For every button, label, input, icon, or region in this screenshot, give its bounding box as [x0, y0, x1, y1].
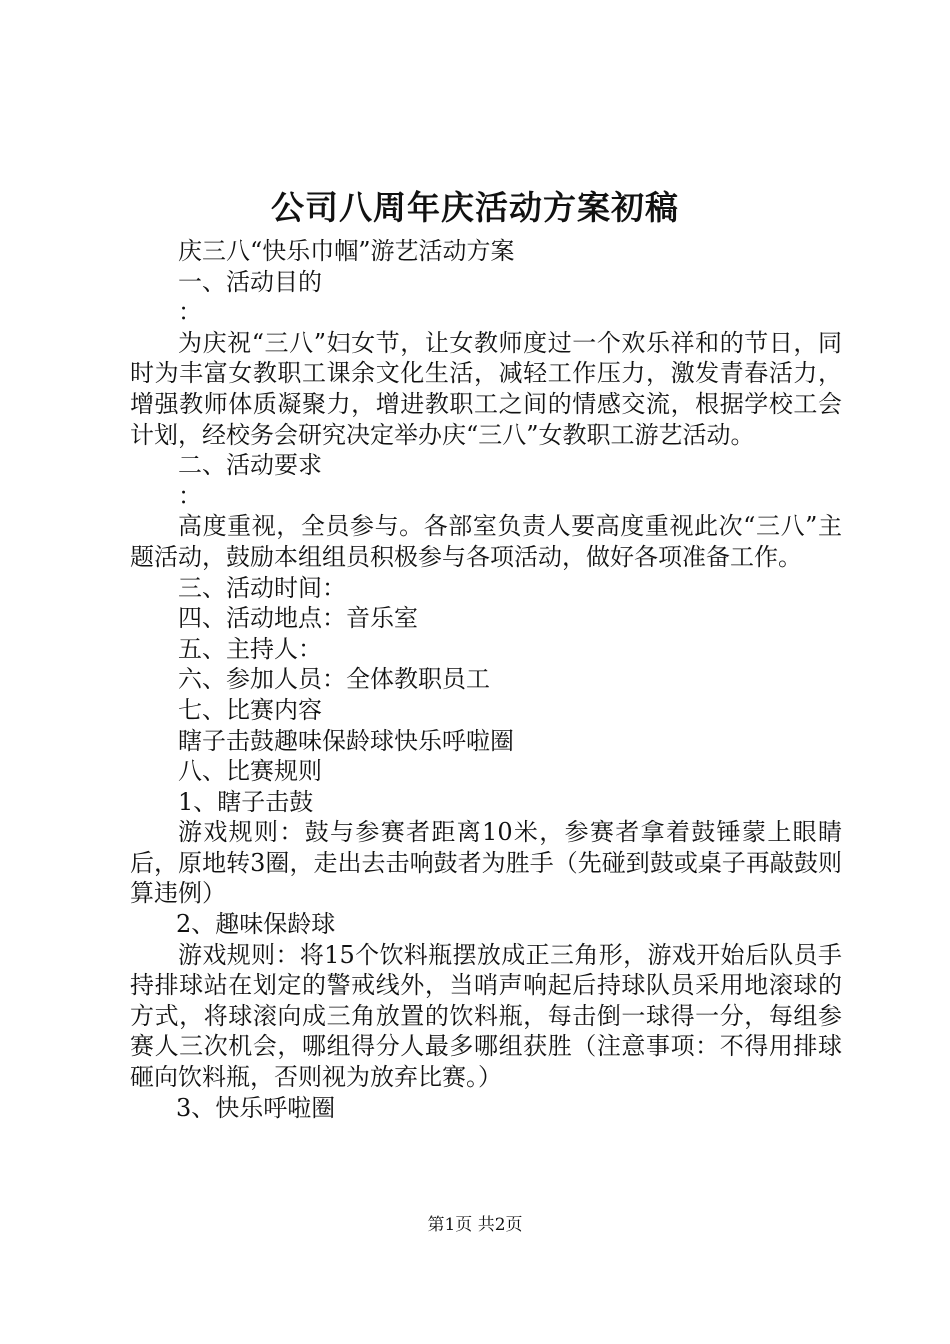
section-heading-purpose: 一、活动目的	[178, 267, 322, 296]
paragraph-contents: 瞎子击鼓趣味保龄球快乐呼啦圈	[178, 726, 514, 755]
paragraph-subtitle: 庆三八“快乐巾帼”游艺活动方案	[178, 237, 515, 265]
paragraph-rule-1: 游戏规则：鼓与参赛者距离10米，参赛者拿着鼓锤蒙上眼睛后，原地转3圈，走出去击响鼓者为胜手（先碰到鼓或桌子再敲鼓则算违例）	[130, 818, 842, 908]
page-footer: 第1页 共2页	[427, 1215, 523, 1235]
rule-heading-1: 1、瞎子击鼓	[178, 787, 314, 816]
paragraph-requirements: 高度重视，全员参与。各部室负责人要高度重视此次“三八”主题活动，鼓励本组组员积极参与各项活动，做好各项准备工作。	[130, 512, 842, 571]
document-title: 公司八周年庆活动方案初稿	[271, 188, 679, 227]
paragraph-colon: ：	[178, 481, 202, 510]
section-heading-participants: 六、参加人员：全体教职员工	[178, 665, 490, 694]
section-heading-requirements: 二、活动要求	[178, 451, 322, 480]
rule-heading-2: 2、趣味保龄球	[176, 910, 336, 939]
paragraph-colon: ：	[178, 298, 202, 327]
rule-heading-3: 3、快乐呼啦圈	[176, 1093, 336, 1122]
section-heading-time: 三、活动时间：	[178, 573, 346, 602]
section-heading-rules: 八、比赛规则	[178, 757, 322, 786]
paragraph-rule-2: 游戏规则：将15个饮料瓶摆放成正三角形，游戏开始后队员手持排球站在划定的警戒线外，当哨声响起后持球队员采用地滚球的方式，将球滚向成三角放置的饮料瓶，每击倒一球得一分，每组参赛人三次机会，哪组得分人最多哪组获胜（注意事项：不得用排球砸向饮料瓶，否则视为放弃比赛。）	[130, 940, 842, 1092]
section-heading-location: 四、活动地点：音乐室	[178, 604, 418, 633]
section-heading-host: 五、主持人：	[178, 634, 322, 663]
section-heading-contents: 七、比赛内容	[178, 695, 322, 724]
paragraph-purpose: 为庆祝“三八”妇女节，让女教师度过一个欢乐祥和的节日，同时为丰富女教职工课余文化生活，减轻工作压力，激发青春活力，增强教师体质凝聚力，增进教职工之间的情感交流，根据学校工会计划，经校务会研究决定举办庆“三八”女教职工游艺活动。	[130, 328, 842, 449]
document-body	[130, 236, 842, 1123]
